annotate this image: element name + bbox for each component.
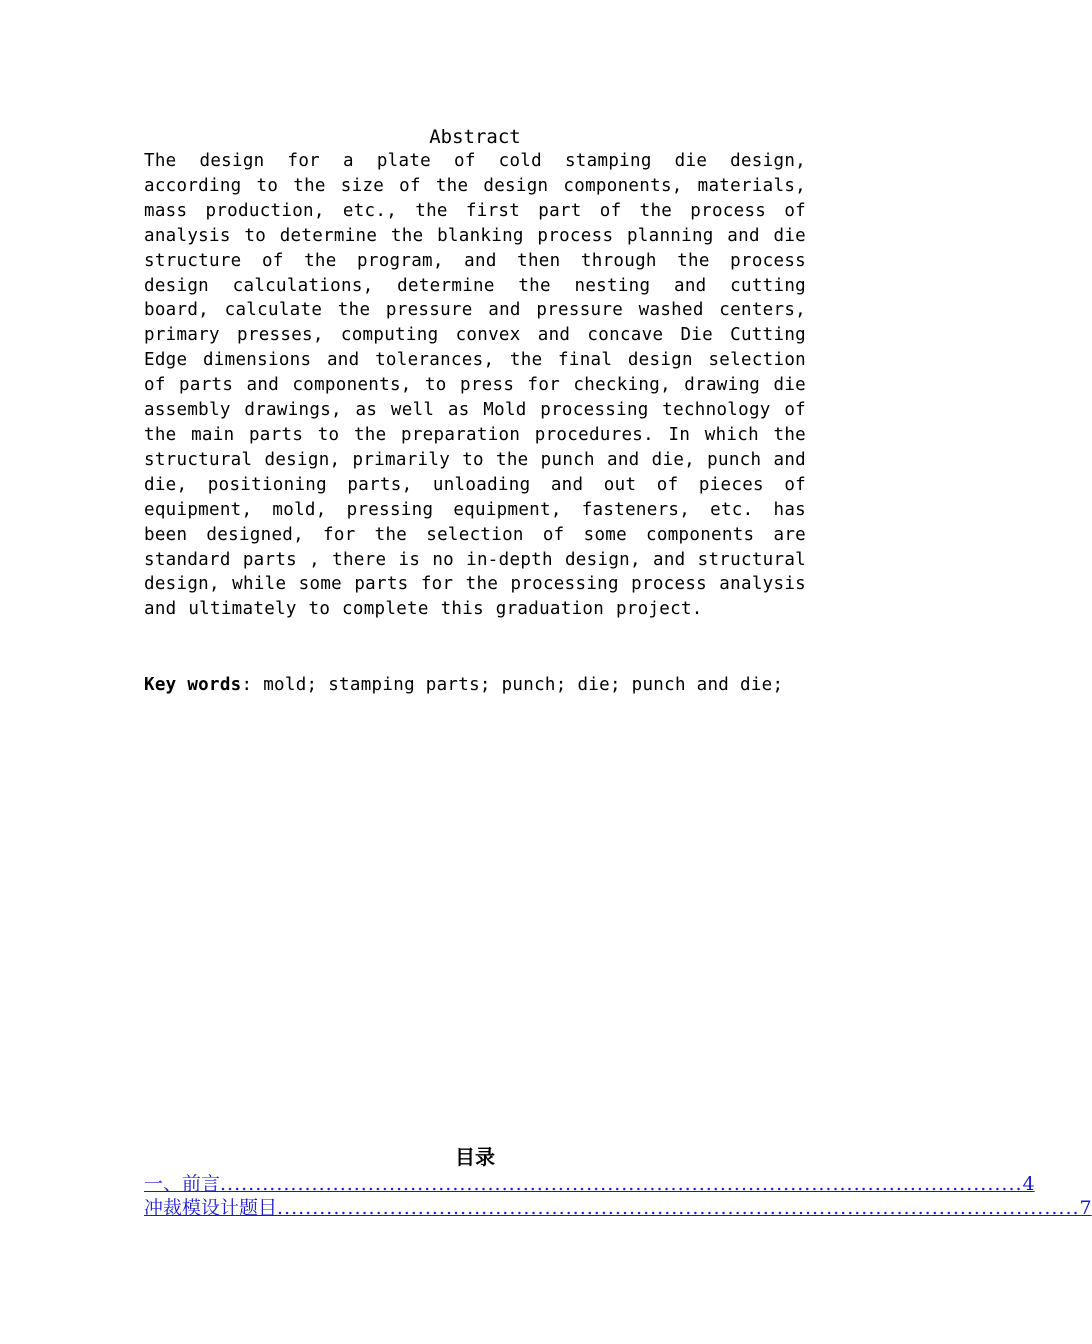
- toc-entry-page: 7: [1079, 1197, 1092, 1219]
- keywords-text: : mold; stamping parts; punch; die; punch and die;: [241, 675, 784, 695]
- abstract-body: The design for a plate of cold stamping die design, according to the size of the design components, materials, mass production, etc., the first part of the process of analysis to determine the blanking process planning and die structure of the program, and then through the process design calculations, determine the nesting and cutting board, calculate the pressure and pressure washed centers, primary presses, computing convex and concave Die Cutting Edge dimensions and tolerances, the final design selection of parts and components, to press for checking, drawing die assembly drawings, as well as Mold processing technology of the main parts to the preparation procedures. In which the structural design, primarily to the punch and die, punch and die, positioning parts, unloading and out of pieces of equipment, mold, pressing equipment, fasteners, etc. has been designed, for the selection of some components are standard parts , there is no in-depth design, and structural design, while some parts for the processing process analysis and ultimately to complete this graduation project.: [144, 151, 806, 620]
- toc-leader-dots: ..................................................................................................................: [277, 1197, 1080, 1219]
- toc-entry-page: 4: [1022, 1173, 1035, 1195]
- toc-title: 目录: [455, 1145, 495, 1169]
- toc-entry-text: 冲裁模设计题目: [144, 1197, 278, 1219]
- table-of-contents: [144, 1172, 1092, 1220]
- toc-entry-blanking-die-topic[interactable]: [144, 1196, 1092, 1220]
- keywords-line: [144, 672, 806, 698]
- toc-entry-preface[interactable]: [144, 1172, 1035, 1196]
- toc-entry-text: 一、前言: [144, 1173, 221, 1195]
- toc-leader-dots: ..................................................................................................................: [220, 1173, 1023, 1195]
- keywords-label: Key words: [144, 675, 242, 695]
- abstract-title: Abstract: [429, 126, 521, 148]
